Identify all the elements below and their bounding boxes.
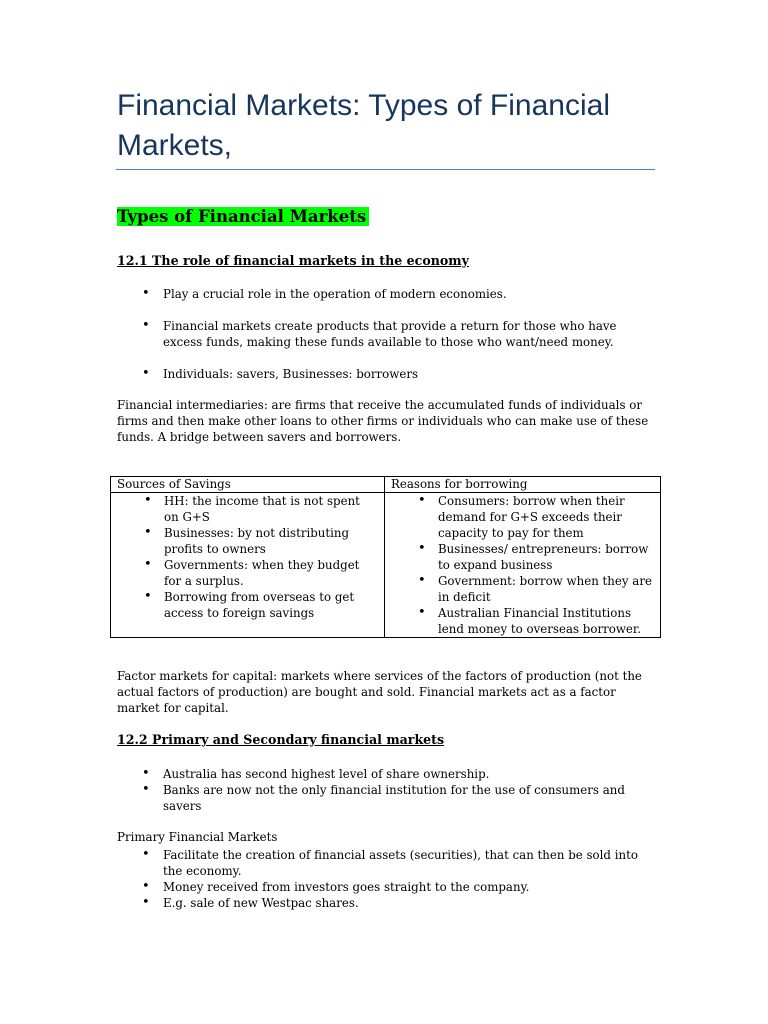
main-heading-text: Types of Financial Markets bbox=[117, 207, 369, 226]
table-header: Reasons for borrowing bbox=[385, 477, 661, 493]
borrowing-cell bbox=[385, 493, 661, 638]
section-1-bullets bbox=[117, 286, 657, 302]
list-item: • HH: the income that is not spent on G+S bbox=[117, 493, 378, 525]
section-2-bullets bbox=[117, 766, 657, 814]
section-2-heading: 12.2 Primary and Secondary financial markets bbox=[117, 732, 445, 747]
table-header: Sources of Savings bbox=[111, 477, 385, 493]
section-1-bullets bbox=[117, 366, 657, 382]
list-item: • Financial markets create products that provide a return for those who have excess funds, making these funds available to those who want/need money. bbox=[117, 318, 657, 350]
primary-markets-bullets bbox=[117, 847, 657, 911]
list-item: • Play a crucial role in the operation of modern economies. bbox=[117, 286, 657, 302]
section-1-bullets bbox=[117, 318, 657, 350]
list-item: • Governments: when they budget for a surplus. bbox=[117, 557, 378, 589]
list-item: • Government: borrow when they are in deficit bbox=[391, 573, 654, 605]
section-1-heading: 12.1 The role of financial markets in the economy bbox=[117, 253, 469, 268]
factor-markets-paragraph: Factor markets for capital: markets where services of the factors of production (not the actual factors of production) are bought and sold. Financial markets act as a factor market for capital. bbox=[117, 669, 642, 715]
savings-borrowing-table bbox=[110, 476, 661, 638]
list-item: • Money received from investors goes straight to the company. bbox=[117, 879, 657, 895]
intermediaries-paragraph: Financial intermediaries: are firms that receive the accumulated funds of individuals or firms and then make other loans to other firms or individuals who can make use of these funds. A bridge between savers and borrowers. bbox=[117, 398, 649, 444]
list-item: • Businesses/ entrepreneurs: borrow to expand business bbox=[391, 541, 654, 573]
list-item: • Borrowing from overseas to get access to foreign savings bbox=[117, 589, 378, 621]
list-item: • Individuals: savers, Businesses: borrowers bbox=[117, 366, 657, 382]
document-title: Financial Markets: Types of Financial Markets, bbox=[117, 89, 610, 162]
list-item: • Banks are now not the only financial institution for the use of consumers and savers bbox=[117, 782, 657, 814]
list-item: • Facilitate the creation of financial assets (securities), that can then be sold into the economy. bbox=[117, 847, 657, 879]
list-item: • Australia has second highest level of share ownership. bbox=[117, 766, 657, 782]
list-item: • Businesses: by not distributing profits to owners bbox=[117, 525, 378, 557]
list-item: • E.g. sale of new Westpac shares. bbox=[117, 895, 657, 911]
primary-markets-label: Primary Financial Markets bbox=[117, 830, 278, 844]
title-underline bbox=[116, 169, 655, 170]
savings-cell bbox=[111, 493, 385, 638]
main-heading bbox=[117, 204, 369, 230]
list-item: • Consumers: borrow when their demand for G+S exceeds their capacity to pay for them bbox=[391, 493, 654, 541]
list-item: • Australian Financial Institutions lend money to overseas borrower. bbox=[391, 605, 654, 637]
